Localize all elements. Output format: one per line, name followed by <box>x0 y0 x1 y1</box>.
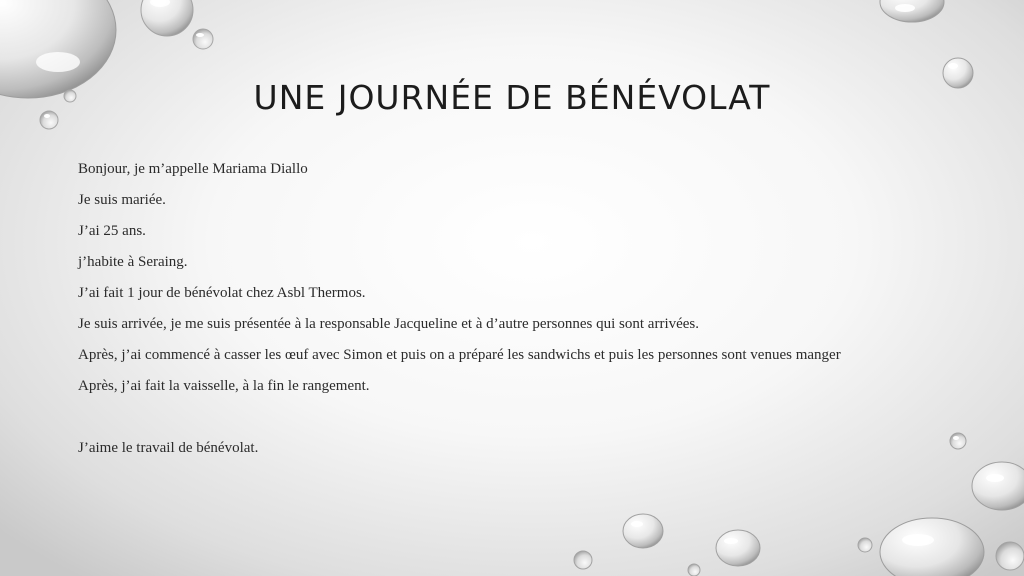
body-spacer <box>78 402 978 433</box>
droplet-bottom-center-5 <box>688 564 700 576</box>
droplet-top-left-2 <box>141 0 193 36</box>
droplet-top-left-3 <box>193 29 213 49</box>
droplet-bottom-right-large <box>880 518 984 576</box>
slide-title: UNE JOURNÉE DE BÉNÉVOLAT <box>253 78 771 117</box>
droplet-bottom-center-2 <box>716 530 760 566</box>
droplet-bottom-center-1 <box>623 514 663 548</box>
body-line-residence: j’habite à Seraing. <box>78 254 188 270</box>
droplet-top-right-1 <box>880 0 944 22</box>
body-line-arrival: Je suis arrivée, je me suis présentée à la responsable Jacqueline et à d’autre personnes qui sont arrivées. <box>78 316 700 332</box>
body-line-married: Je suis mariée. <box>78 192 166 208</box>
droplet-bottom-center-3 <box>574 551 592 569</box>
droplet-bottom-center-4 <box>858 538 872 552</box>
body-line-activities: Après, j’ai commencé à casser les œuf avec Simon et puis on a préparé les sandwichs et puis les personnes sont venues manger <box>78 347 841 363</box>
body-line-greeting: Bonjour, je m’appelle Mariama Diallo <box>78 161 308 177</box>
body-line-conclusion: J’aime le travail de bénévolat. <box>78 440 259 456</box>
slide-body <box>78 154 978 464</box>
droplet-bottom-right-3 <box>996 542 1024 570</box>
body-line-cleanup: Après, j’ai fait la vaisselle, à la fin le rangement. <box>78 378 370 394</box>
droplet-bottom-right-1 <box>972 462 1024 510</box>
body-line-volunteer-day: J’ai fait 1 jour de bénévolat chez Asbl Thermos. <box>78 285 366 301</box>
body-line-age: J’ai 25 ans. <box>78 223 146 239</box>
